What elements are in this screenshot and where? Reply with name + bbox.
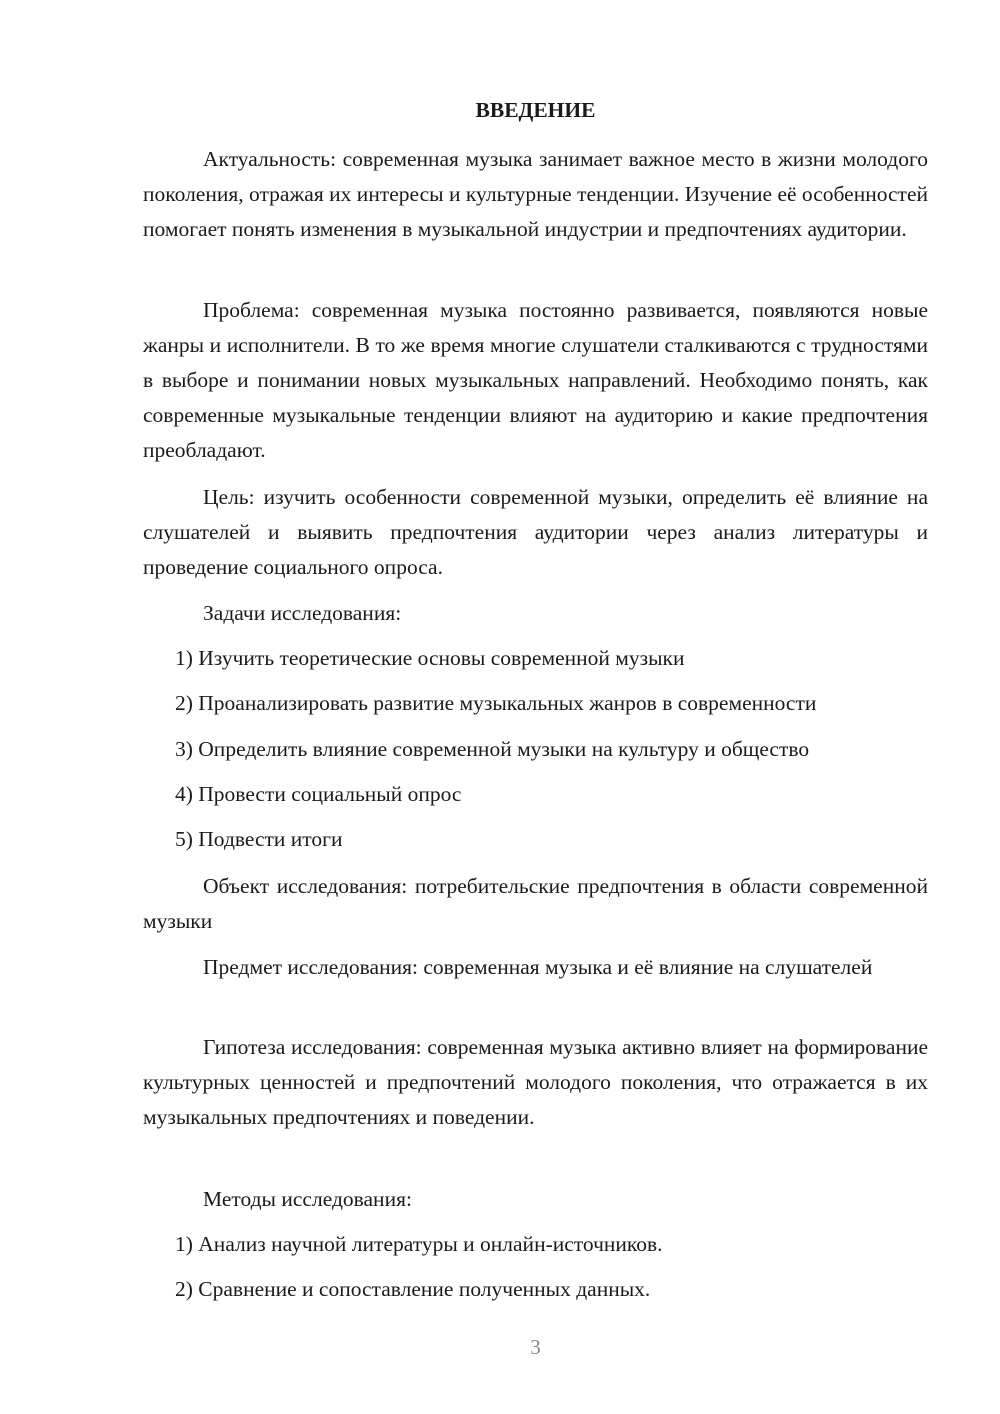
hypothesis-paragraph: Гипотеза исследования: современная музыка активно влияет на формирование культурных ценностей и предпочтений молодого поколения, что отражается в их музыкальных предпочтениях и поведении. — [143, 1035, 928, 1129]
method-item-1: 1) Анализ научной литературы и онлайн-источников. — [175, 1232, 663, 1256]
subject-paragraph: Предмет исследования: современная музыка и её влияние на слушателей — [203, 955, 873, 979]
page-number: 3 — [530, 1335, 541, 1359]
relevance-paragraph: Актуальность: современная музыка занимает важное место в жизни молодого поколения, отражая их интересы и культурные тенденции. Изучение её особенностей помогает понять изменения в музыкальной индустрии и предпочтениях аудитории. — [143, 147, 928, 241]
task-item-1: 1) Изучить теоретические основы современной музыки — [175, 646, 685, 670]
task-item-5: 5) Подвести итоги — [175, 827, 343, 851]
task-item-3: 3) Определить влияние современной музыки на культуру и общество — [175, 737, 810, 761]
problem-paragraph: Проблема: современная музыка постоянно развивается, появляются новые жанры и исполнители. В то же время многие слушатели сталкиваются с трудностями в выборе и понимании новых музыкальных направлений. Необходимо понять, как современные музыкальные тенденции влияют на аудиторию и какие предпочтения преобладают. — [143, 298, 928, 462]
task-item-2: 2) Проанализировать развитие музыкальных жанров в современности — [175, 691, 817, 715]
method-item-2: 2) Сравнение и сопоставление полученных данных. — [175, 1277, 651, 1301]
page-title: ВВЕДЕНИЕ — [475, 98, 596, 122]
task-item-4: 4) Провести социальный опрос — [175, 782, 462, 806]
tasks-heading: Задачи исследования: — [203, 601, 402, 625]
goal-paragraph: Цель: изучить особенности современной музыки, определить её влияние на слушателей и выявить предпочтения аудитории через анализ литературы и проведение социального опроса. — [143, 485, 928, 579]
methods-heading: Методы исследования: — [203, 1187, 412, 1211]
object-paragraph: Объект исследования: потребительские предпочтения в области современной музыки — [143, 874, 928, 933]
